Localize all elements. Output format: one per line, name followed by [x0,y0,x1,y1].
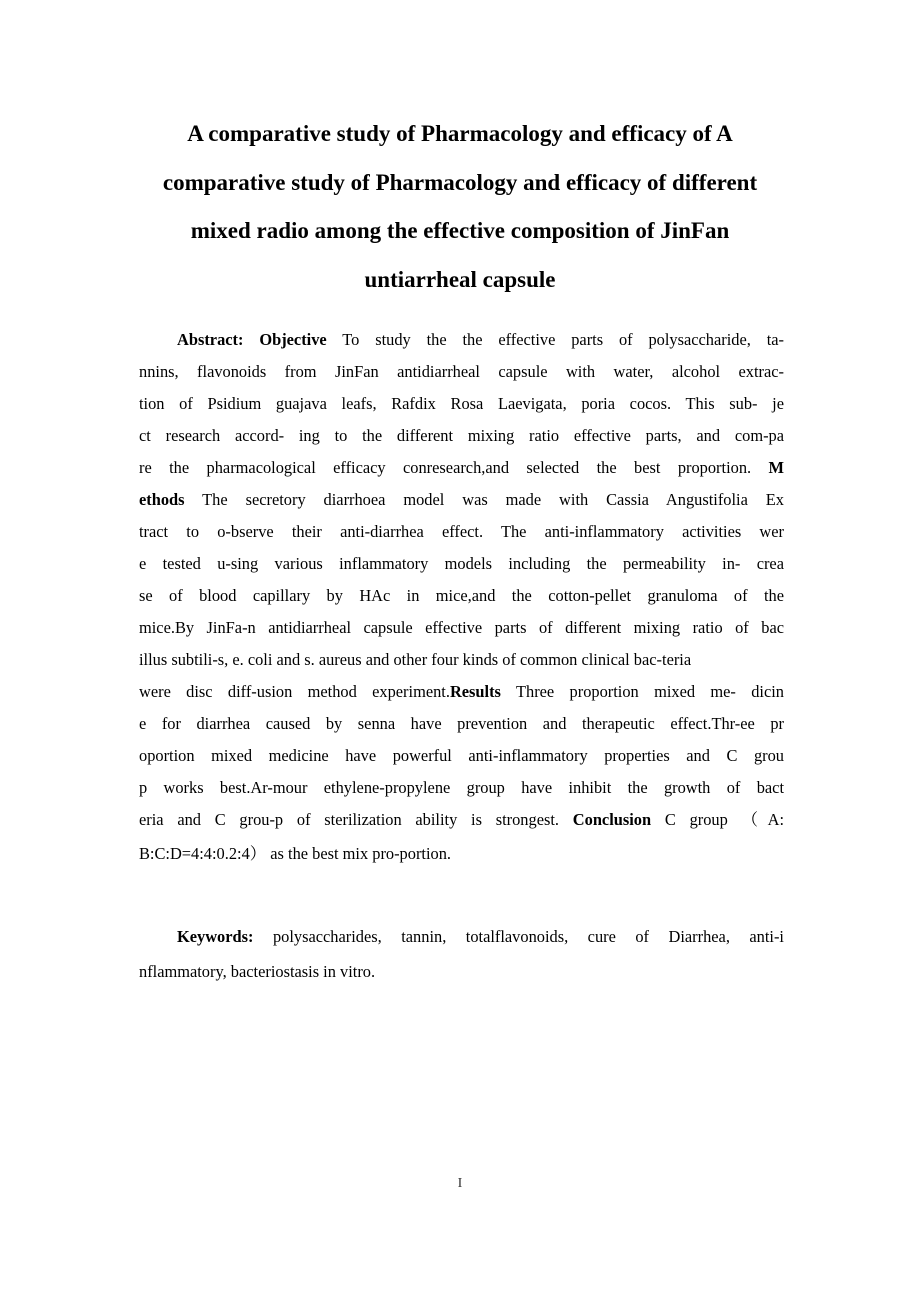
abstract-line [139,452,784,484]
abstract-line: illus subtili-s, e. coli and s. aureus and other four kinds of common clinical bac-teria [139,650,692,669]
title-line: A comparative study of Pharmacology and efficacy of A [187,121,733,146]
abstract-line [139,676,784,708]
abstract-line: tion of Psidium guajava leafs, Rafdix Rosa Laevigata, poria cocos. This sub- je [139,394,784,413]
title-line: comparative study of Pharmacology and efficacy of different [162,169,758,195]
title-line: mixed radio among the effective composition of JinFan [190,218,730,243]
abstract-line [139,484,784,516]
abstract-line: ct research accord- ing to the different mixing ratio effective parts, and com-pa [139,426,784,445]
methods-label: M [768,458,785,477]
abstract-text: C group （A: [664,810,785,829]
abstract-line [139,324,784,356]
title-line: untiarrheal capsule [364,266,556,292]
paper-title [130,110,790,304]
abstract-line: se of blood capillary by HAc in mice,and the cotton-pellet granuloma of the [139,586,784,605]
page-number: I [457,1176,463,1191]
abstract-text: To study the the effective parts of polysaccharide, ta- [342,330,784,349]
keywords [139,919,784,989]
keywords-text: polysaccharides, tannin, totalflavonoids, cure of Diarrhea, anti-i [272,927,784,946]
abstract-text: eria and C grou-p of sterilization ability is strongest. [139,810,560,829]
abstract-text: Three proportion mixed me- dicin [515,682,784,701]
abstract-line: p works best.Ar-mour ethylene-propylene group have inhibit the growth of bact [139,778,784,797]
keywords-line: nflammatory, bacteriostasis in vitro. [139,962,376,981]
abstract [139,324,784,870]
abstract-label: Abstract: [177,330,244,349]
keywords-label: Keywords: [177,927,254,946]
abstract-line: B:C:D=4:4:0.2:4） as the best mix pro-portion. [139,844,451,863]
objective-label: Objective [259,330,327,349]
abstract-line: e for diarrhea caused by senna have prevention and therapeutic effect.Thr-ee pr [139,714,784,733]
abstract-line: nnins, flavonoids from JinFan antidiarrheal capsule with water, alcohol extrac- [139,362,784,381]
conclusion-label: Conclusion [572,810,652,829]
abstract-text: were disc diff-usion method experiment. [139,682,450,701]
abstract-line: e tested u-sing various inflammatory models including the permeability in- crea [139,554,784,573]
abstract-line: tract to o-bserve their anti-diarrhea effect. The anti-inflammatory activities wer [139,522,784,541]
results-label: Results [449,682,501,701]
keywords-line [139,919,784,954]
methods-label: ethods [139,490,185,509]
abstract-line: mice.By JinFa-n antidiarrheal capsule effective parts of different mixing ratio of bac [139,618,784,637]
abstract-text: The secretory diarrhoea model was made with Cassia Angustifolia Ex [202,490,784,509]
abstract-line [139,804,784,836]
abstract-line: oportion mixed medicine have powerful anti-inflammatory properties and C grou [139,746,784,765]
abstract-text: re the pharmacological efficacy conresearch,and selected the best proportion. [139,458,752,477]
